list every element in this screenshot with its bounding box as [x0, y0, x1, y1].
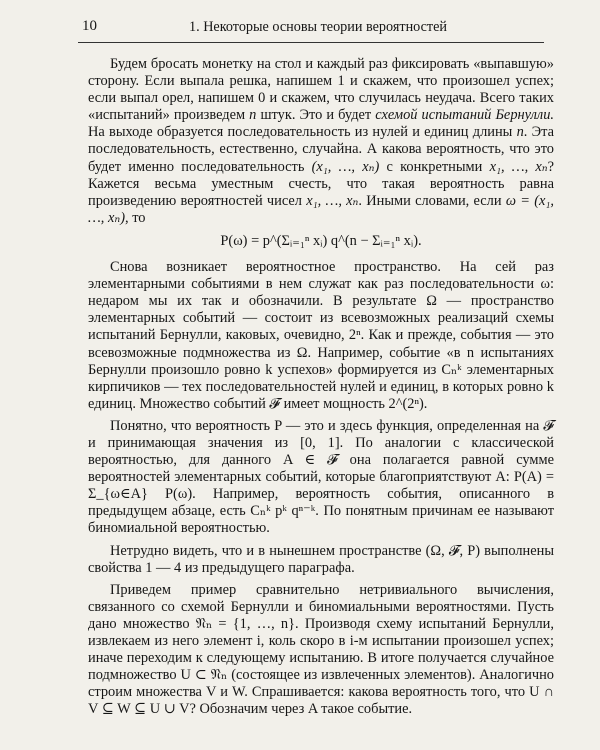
- paragraph-properties: Нетрудно видеть, что и в нынешнем пространстве (Ω, 𝓕, P) выполнены свойства 1 — 4 из предыдущего параграфа.: [88, 542, 554, 576]
- term-bernoulli-scheme: схемой испытаний Бернулли.: [375, 107, 554, 124]
- page-header: [78, 18, 544, 43]
- paragraph-example: Приведем пример сравнительно нетривиального вычисления, связанного со схемой Бернулли и биномиальными вероятностями. Пусть дано множество 𝔑ₙ = {1, …, n}. Производя схему испытаний Бернулли, извлекаем из него элемент i, коль скоро в i-м испытании произошел успех; иначе переходим к следующему испытанию. В итоге получается случайное подмножество U ⊂ 𝔑ₙ (состоящее из извлеченных элементов). Аналогично строим множества V и W. Спрашивается: какова вероятность того, что U ∩ V ⊆ W ⊆ U ∪ V? Обозначим через A такое событие.: [88, 581, 554, 718]
- page-body: [88, 56, 554, 718]
- paragraph-probability-space: Снова возникает вероятностное пространство. На сей раз элементарными событиями в нем служат как раз последовательности ω: недаром мы их так и обозначили. В результате Ω — пространство элементарных событий — состоит из всевозможных реализаций схемы испытаний Бернулли, каковых, очевидно, 2ⁿ. Как и прежде, события — это всевозможные подмножества из Ω. Например, событие «в n испытаниях Бернулли произошло ровно k успехов» формируется из Cₙᵏ элементарных кирпичиков — тех последовательностей нулей и единиц, в которых ровно k единиц. Множество событий 𝓕 имеет мощность 2^(2ⁿ).: [88, 259, 554, 412]
- page-number: 10: [82, 18, 97, 34]
- paragraph-binomial-probability: Понятно, что вероятность P — это и здесь функция, определенная на 𝓕 и принимающая значения из [0, 1]. По аналогии с классической вероятностью, для данного A ∈ 𝓕 она полагается равной сумме вероятностей элементарных событий, которые благоприятствуют A: P(A) = Σ_{ω∈A} P(ω). Например, вероятность события, описанного в предыдущем абзаце, есть Cₙᵏ pᵏ qⁿ⁻ᵏ. По понятным причинам ее называют биномиальной вероятностью.: [88, 417, 554, 537]
- paragraph-bernoulli-intro: Будем бросать монетку на стол и каждый раз фиксировать «выпавшую» сторону. Если выпала решка, напишем 1 и скажем, что произошел успех; если выпал орел, напишем 0 и скажем, что случилась неудача. Всего таких «испытаний» произведем n штук. Это и будет схемой испытаний Бернулли. На выходе образуется последовательность из нулей и единиц длины n. Эта последовательность, естественно, случайна. А какова вероятность, что это будет именно последовательность (x₁, …, xₙ) с конкретными x₁, …, xₙ? Кажется весьма уместным счесть, что такая вероятность равна произведению вероятностей чисел x₁, …, xₙ. Иными словами, если ω = (x₁, …, xₙ), то: [88, 56, 555, 226]
- probability-formula: P(ω) = p^(Σᵢ₌₁ⁿ xᵢ) q^(n − Σᵢ₌₁ⁿ xᵢ).: [220, 232, 422, 249]
- running-title: 1. Некоторые основы теории вероятностей: [189, 19, 447, 35]
